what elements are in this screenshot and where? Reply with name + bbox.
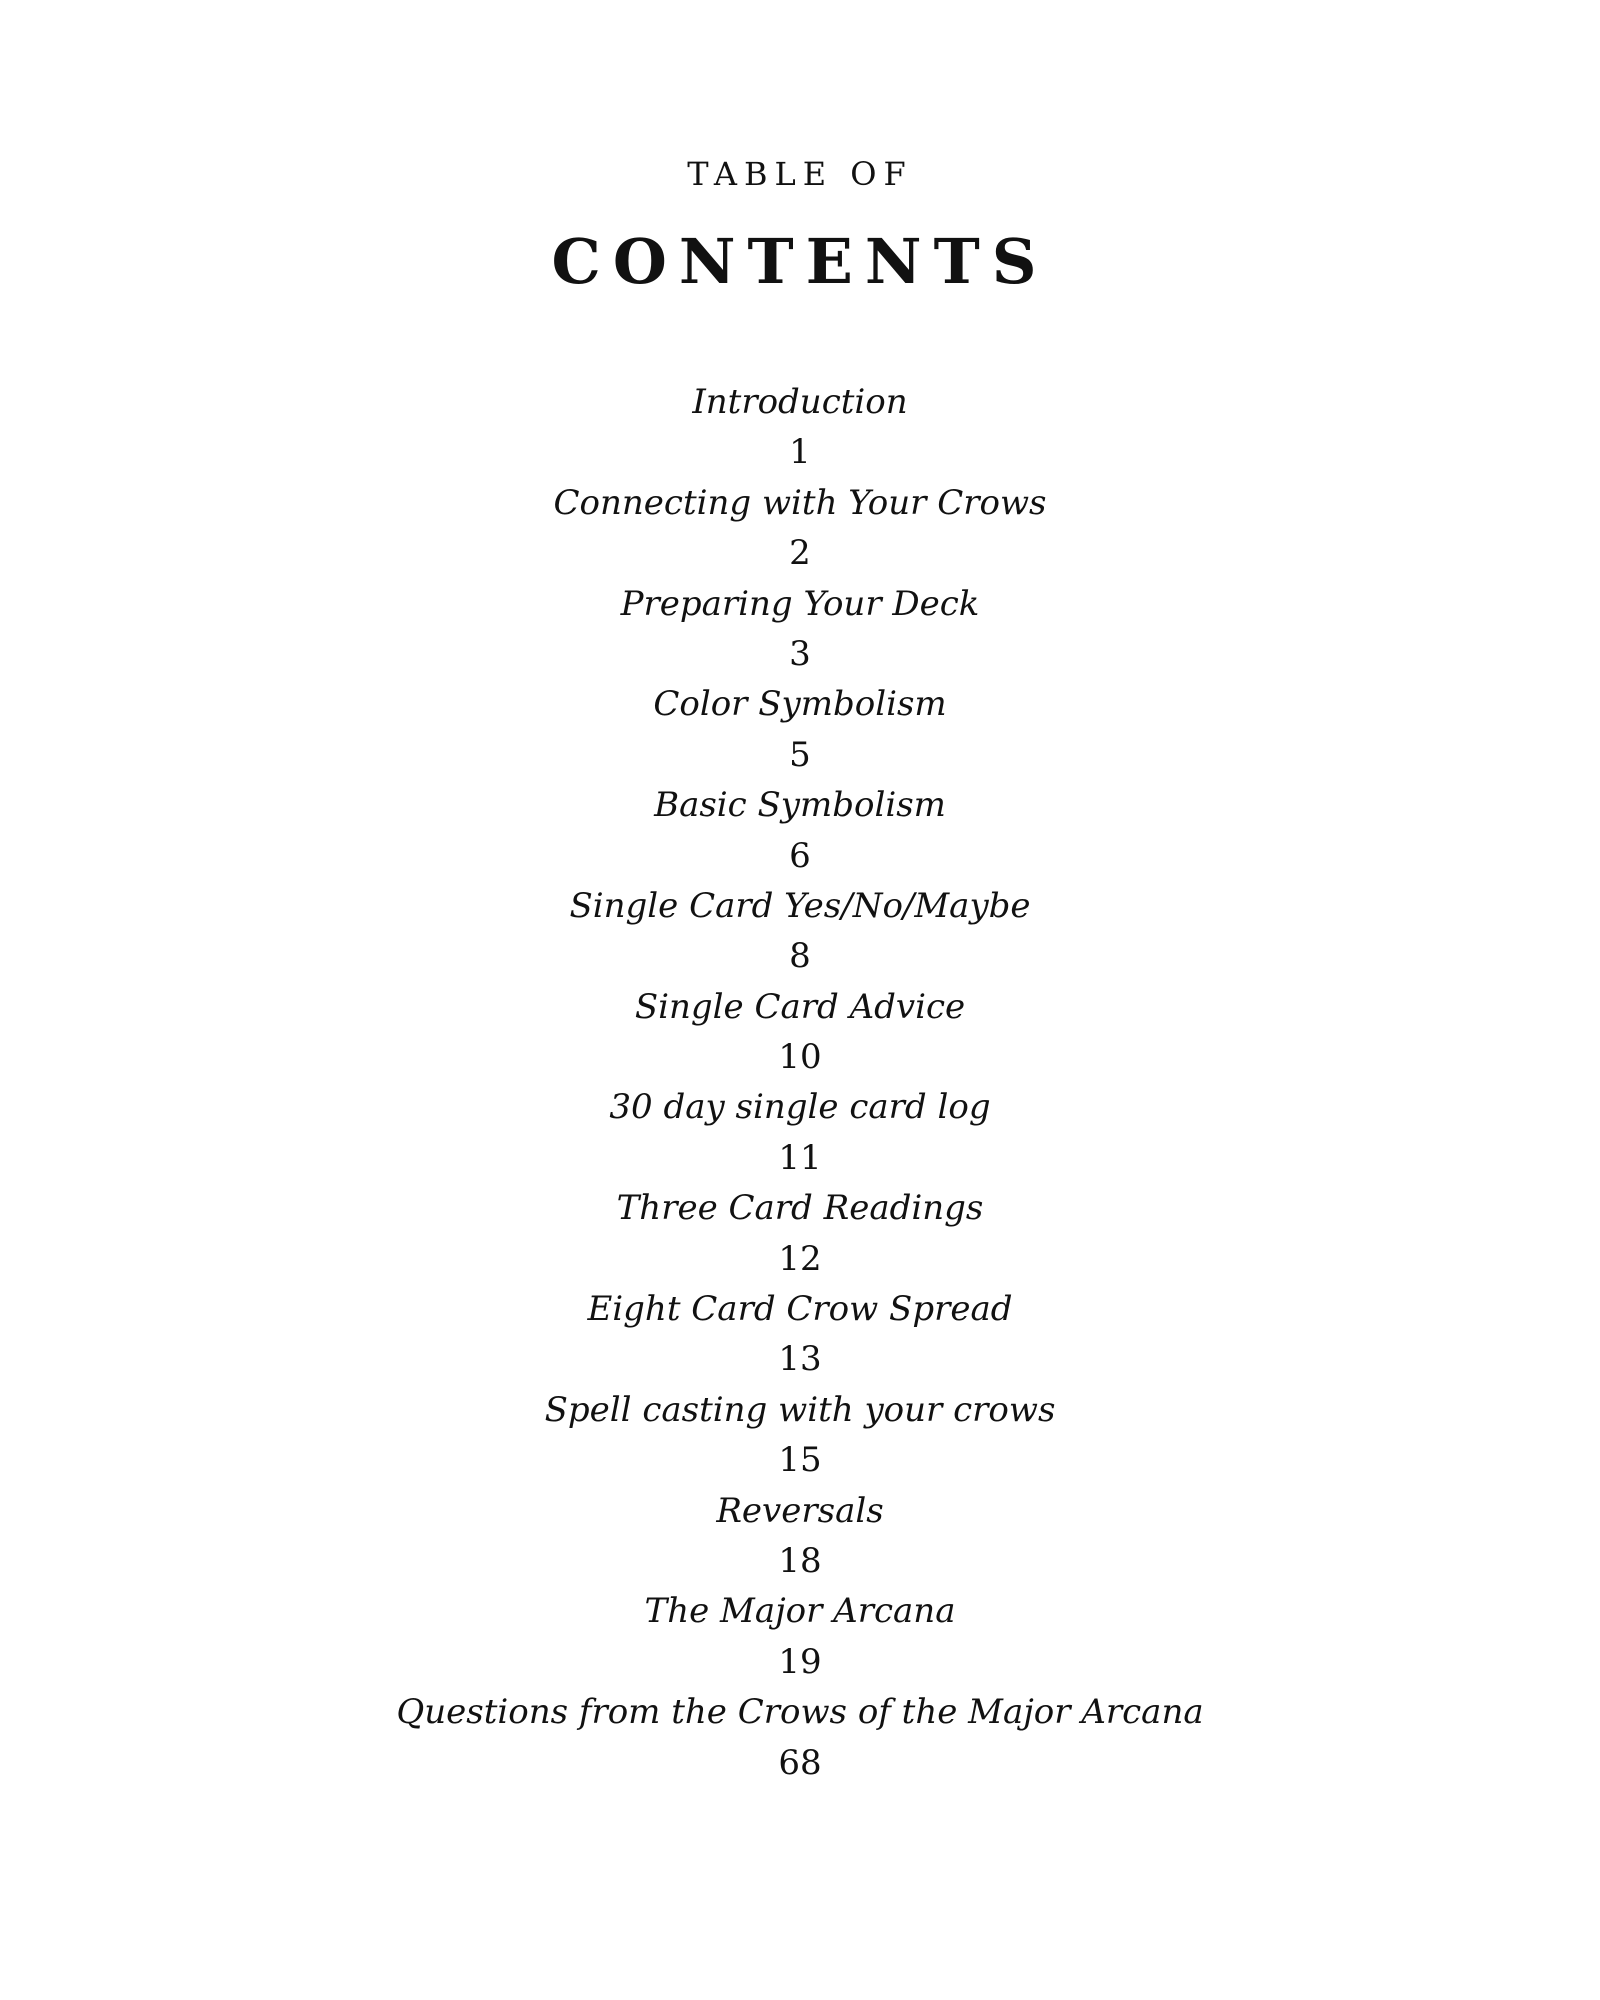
toc-entry-eight-card-crow-spread (0, 1284, 1600, 1385)
toc-entry-page-number: 6 (789, 835, 811, 876)
toc-entry-30-day-single-card-log (0, 1082, 1600, 1183)
toc-entry-title: Connecting with Your Crows (553, 482, 1047, 523)
toc-entry-preparing-your-deck (0, 579, 1600, 680)
heading-table-of: TABLE OF (687, 155, 913, 193)
toc-entry-basic-symbolism (0, 780, 1600, 881)
toc-entry-page-number: 1 (789, 432, 811, 473)
toc-entry-title: Questions from the Crows of the Major Arcana (396, 1692, 1204, 1733)
toc-entry-title: Spell casting with your crows (544, 1389, 1056, 1430)
toc-entry-title: Single Card Yes/No/Maybe (569, 885, 1031, 926)
toc-entry-title: Introduction (692, 382, 908, 422)
toc-entry-page-number: 18 (778, 1540, 822, 1581)
toc-entry-page-number: 8 (789, 936, 811, 977)
toc-entry-page-number: 15 (778, 1440, 822, 1481)
toc-entry-page-number: 19 (778, 1641, 822, 1682)
toc-entry-page-number: 68 (778, 1742, 822, 1783)
toc-entry-title: Reversals (716, 1490, 884, 1531)
toc-entry-page-number: 2 (789, 533, 811, 574)
toc-entry-title: Color Symbolism (653, 684, 947, 725)
toc-entry-three-card-readings (0, 1183, 1600, 1284)
toc-entry-title: Basic Symbolism (654, 785, 946, 826)
toc-entry-title: Single Card Advice (634, 986, 966, 1027)
toc-entry-the-major-arcana (0, 1586, 1600, 1687)
toc-entry-title: The Major Arcana (644, 1591, 956, 1632)
toc-entry-page-number: 10 (778, 1037, 822, 1078)
toc-entry-page-number: 12 (778, 1238, 822, 1279)
toc-entry-title: 30 day single card log (609, 1087, 991, 1128)
toc-entry-questions-from-the-crows (0, 1687, 1600, 1788)
heading-contents: CONTENTS (551, 225, 1049, 298)
toc-entry-connecting-with-your-crows (0, 478, 1600, 579)
toc-entry-page-number: 13 (778, 1339, 822, 1380)
toc-entry-page-number: 5 (789, 734, 811, 775)
toc-entry-single-card-advice (0, 982, 1600, 1083)
table-of-contents-list (0, 377, 1600, 1788)
toc-entry-single-card-yes-no-maybe (0, 881, 1600, 982)
toc-entry-spell-casting-with-your-crows (0, 1385, 1600, 1486)
toc-entry-title: Preparing Your Deck (620, 583, 980, 624)
toc-entry-introduction (0, 377, 1600, 478)
toc-entry-color-symbolism (0, 679, 1600, 780)
toc-entry-title: Three Card Readings (616, 1188, 984, 1229)
toc-entry-page-number: 3 (789, 633, 811, 674)
toc-entry-title: Eight Card Crow Spread (587, 1289, 1013, 1330)
toc-entry-page-number: 11 (778, 1137, 822, 1178)
toc-entry-reversals (0, 1486, 1600, 1587)
